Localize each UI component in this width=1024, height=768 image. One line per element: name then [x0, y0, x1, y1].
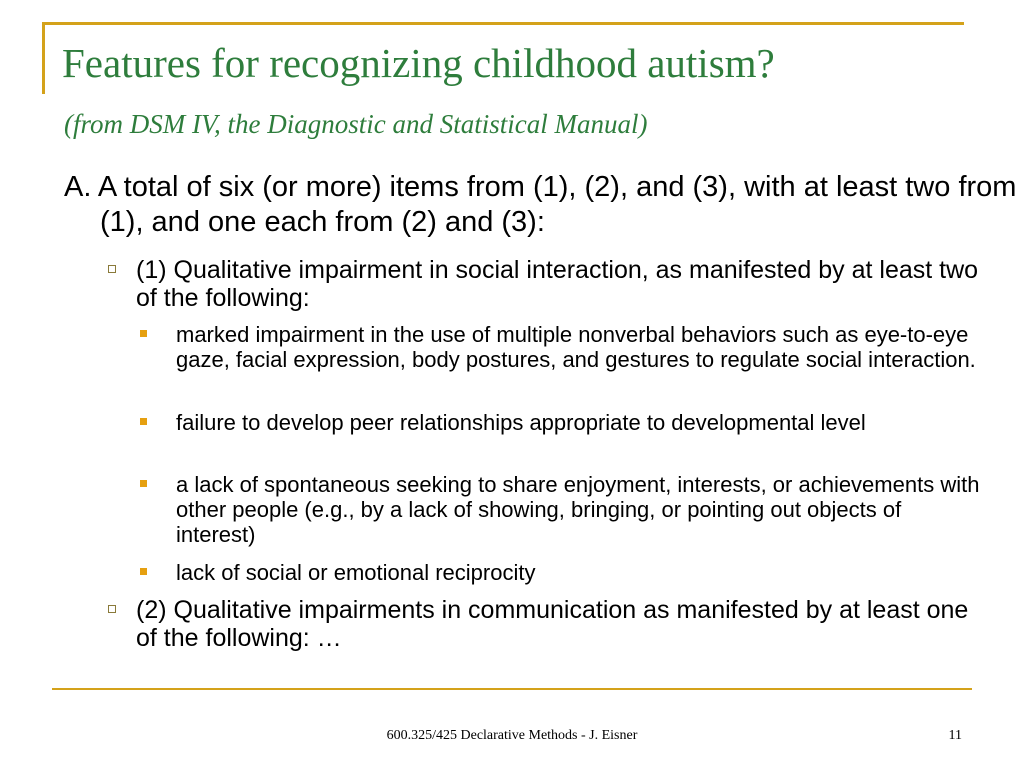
- section-2-heading: (2) Qualitative impairments in communication as manifested by at least one of the following: …: [136, 596, 969, 652]
- list-item: lack of social or emotional reciprocity: [140, 560, 980, 585]
- frame-top-line: [42, 22, 964, 25]
- footer-course: 600.325/425 Declarative Methods - J. Eisner: [386, 728, 638, 743]
- section-2: [108, 596, 988, 652]
- slide-subtitle: (from DSM IV, the Diagnostic and Statistical Manual): [64, 109, 648, 139]
- frame-vertical-line: [42, 22, 45, 94]
- list-item: a lack of spontaneous seeking to share enjoyment, interests, or achievements with other people (e.g., by a lack of showing, bringing, or pointing out objects of interest): [140, 472, 980, 547]
- hollow-square-bullet-icon: [108, 605, 116, 613]
- section-1-heading: (1) Qualitative impairment in social interaction, as manifested by at least two of the following:: [136, 256, 979, 312]
- footer-divider: [52, 688, 972, 690]
- slide-title: Features for recognizing childhood autism?: [62, 40, 775, 86]
- main-point: A. A total of six (or more) items from (1), (2), and (3), with at least two from (1), and one each from (2) and (3):: [64, 171, 1017, 238]
- list-item: failure to develop peer relationships appropriate to developmental level: [140, 410, 980, 435]
- square-bullet-icon: [140, 480, 147, 487]
- hollow-square-bullet-icon: [108, 265, 116, 273]
- square-bullet-icon: [140, 330, 147, 337]
- list-item: marked impairment in the use of multiple nonverbal behaviors such as eye-to-eye gaze, facial expression, body postures, and gestures to regulate social interaction.: [140, 322, 980, 372]
- page-number: 11: [948, 728, 962, 743]
- square-bullet-icon: [140, 568, 147, 575]
- section-1: [108, 256, 988, 312]
- square-bullet-icon: [140, 418, 147, 425]
